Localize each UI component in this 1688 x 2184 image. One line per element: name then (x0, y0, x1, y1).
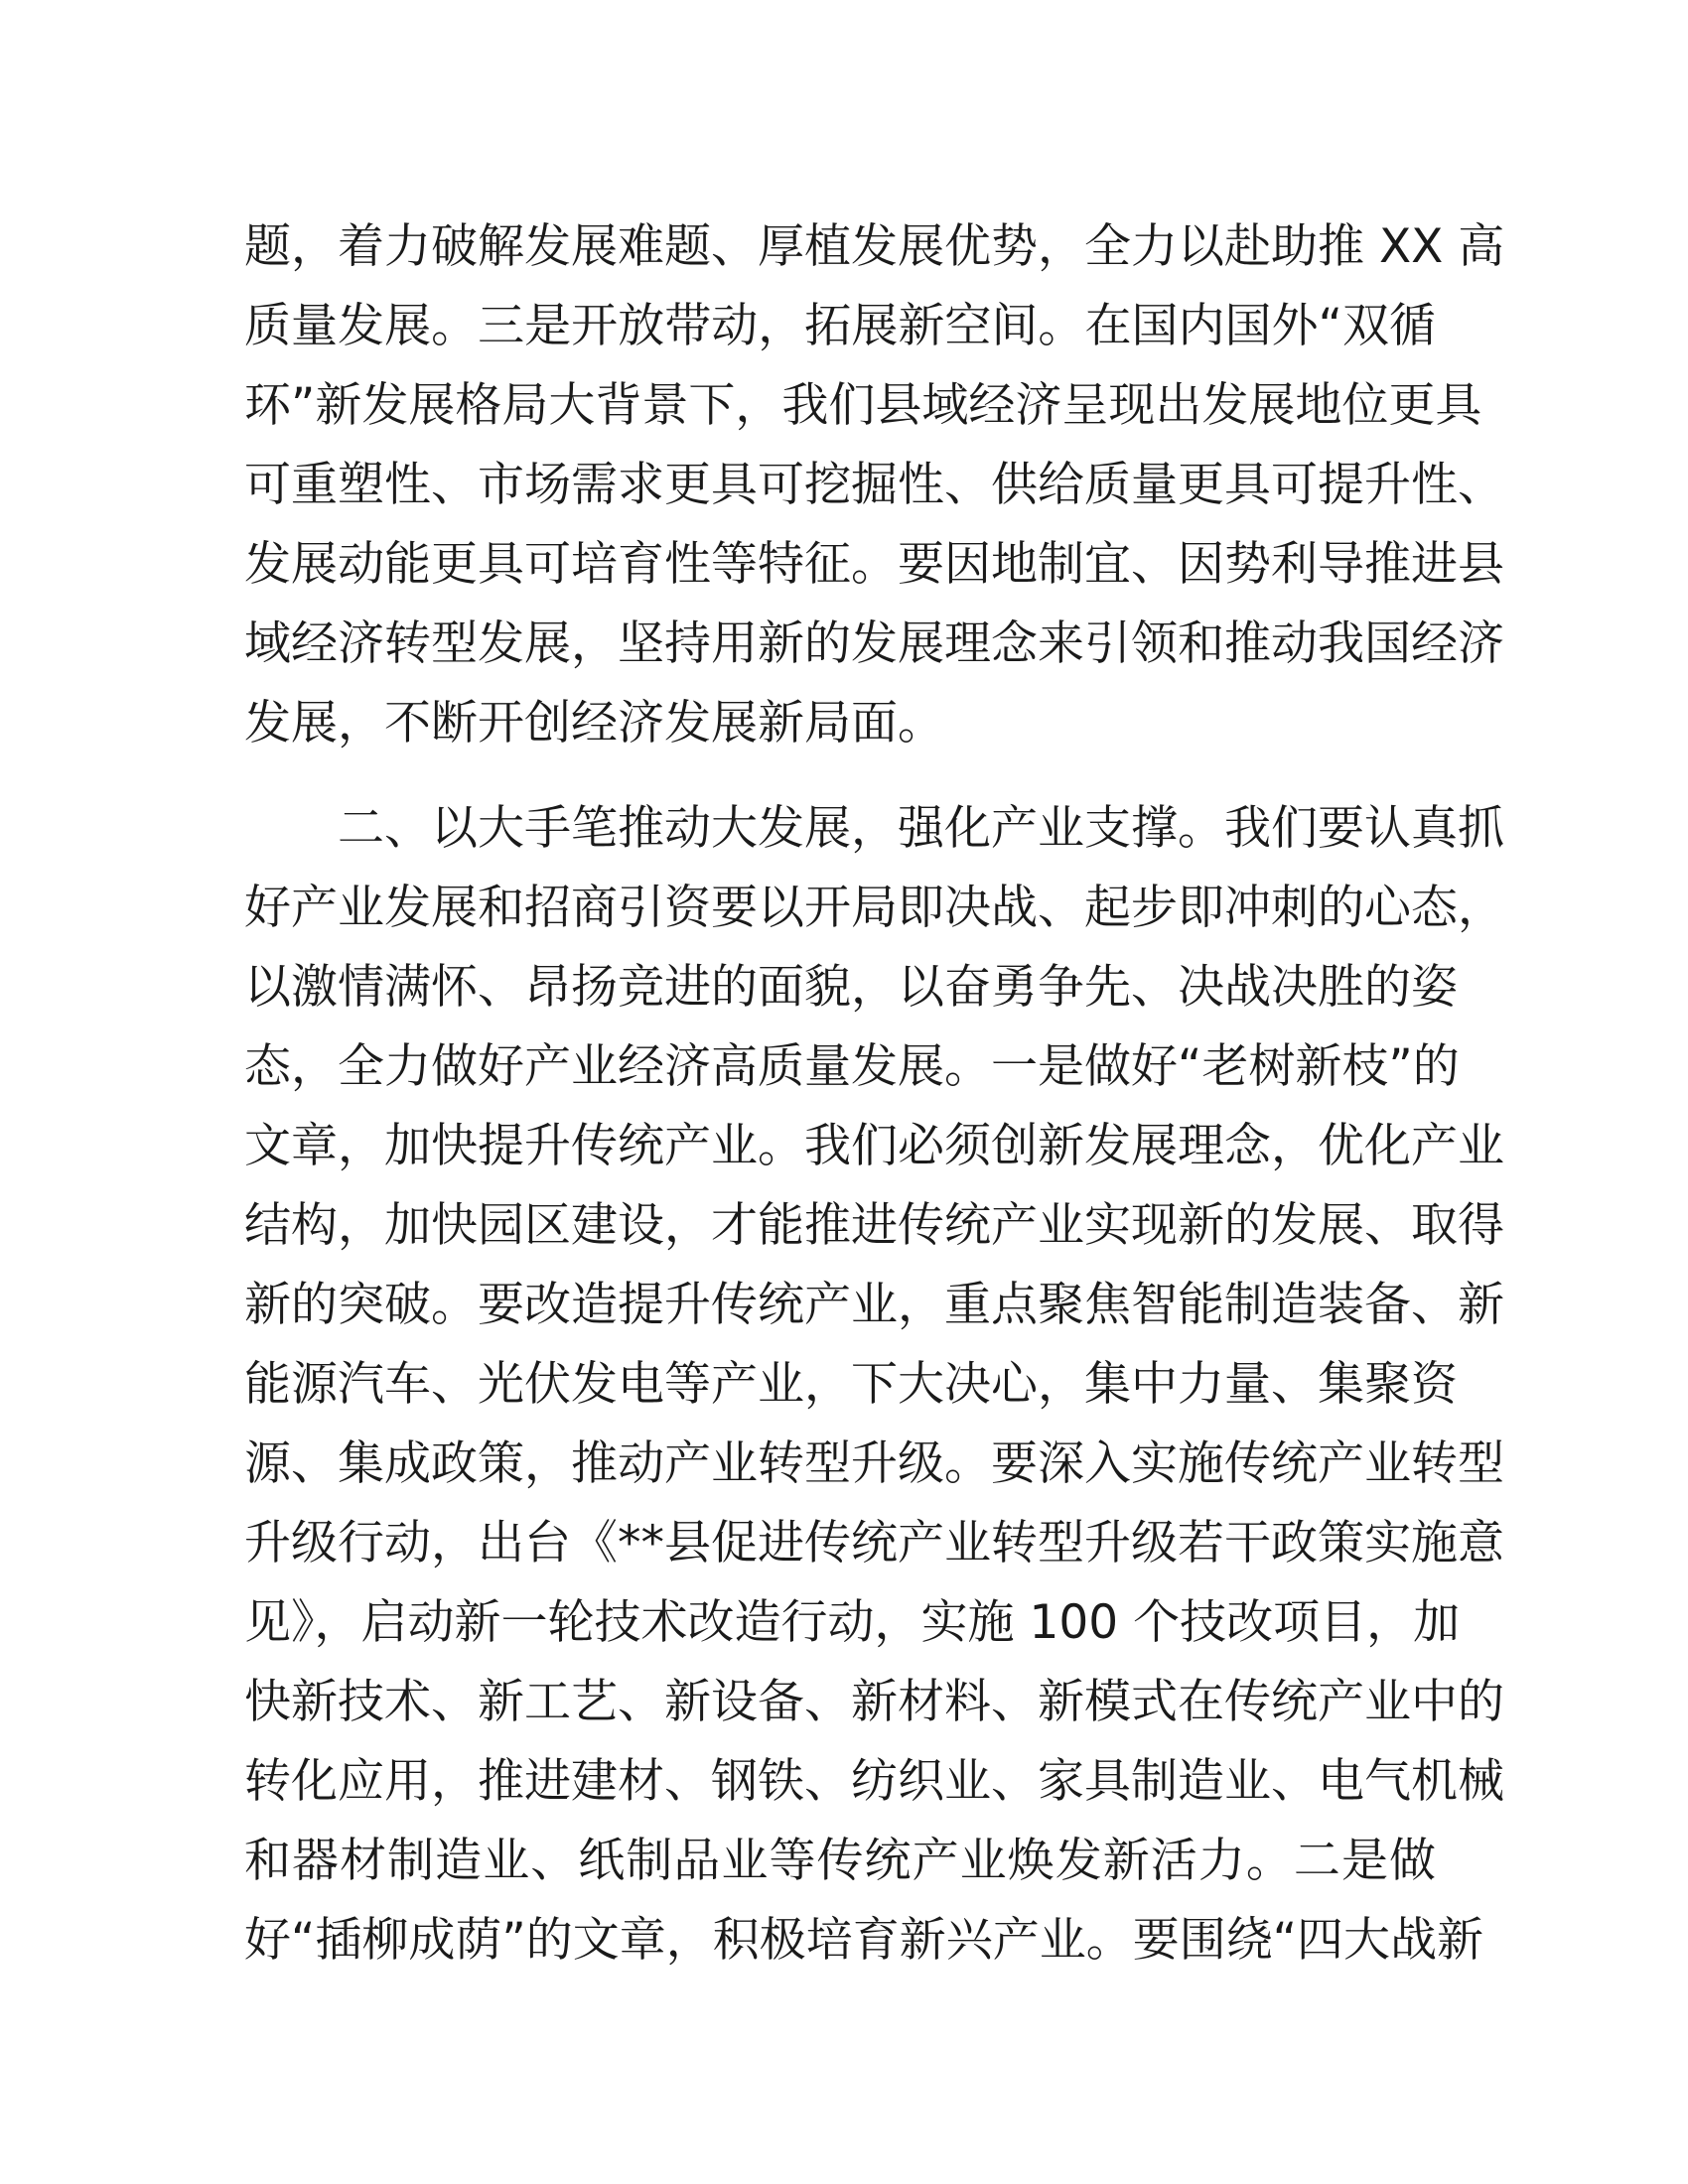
text-line: 好“插柳成荫”的文章，积极培育新兴产业。要围绕“四大战新 (244, 1913, 1484, 1968)
text-line: 新的突破。要改造提升传统产业，重点聚焦智能制造装备、新 (244, 1278, 1504, 1332)
text-line: 转化应用，推进建材、钢铁、纺织业、家具制造业、电气机械 (244, 1754, 1504, 1809)
paragraph-2 (244, 792, 1504, 1983)
text-line: 见》，启动新一轮技术改造行动，实施 100 个技改项目，加 (244, 1595, 1461, 1650)
text-line: 能源汽车、光伏发电等产业，下大决心，集中力量、集聚资 (244, 1357, 1458, 1412)
text-line: 源、集成政策，推动产业转型升级。要深入实施传统产业转型 (244, 1436, 1504, 1491)
text-line: 题，着力破解发展难题、厚植发展优势，全力以赴助推 XX 高 (244, 219, 1505, 274)
text-line: 环”新发展格局大背景下，我们县域经济呈现出发展地位更具 (244, 378, 1482, 433)
text-line: 结构，加快园区建设，才能推进传统产业实现新的发展、取得 (244, 1198, 1504, 1253)
text-line: 发展动能更具可培育性等特征。要因地制宜、因势利导推进县 (244, 537, 1504, 592)
text-line: 和器材制造业、纸制品业等传统产业焕发新活力。二是做 (244, 1834, 1436, 1888)
paragraph-spacer (244, 766, 1436, 792)
text-line: 质量发展。三是开放带动，拓展新空间。在国内国外“双循 (244, 299, 1436, 353)
document-body (244, 210, 1505, 1983)
text-line: 域经济转型发展，坚持用新的发展理念来引领和推动我国经济 (244, 616, 1504, 671)
text-line: 以激情满怀、昂扬竞进的面貌，以奋勇争先、决战决胜的姿 (244, 960, 1458, 1015)
paragraph-1 (244, 210, 1505, 766)
text-line: 快新技术、新工艺、新设备、新材料、新模式在传统产业中的 (244, 1675, 1504, 1729)
text-line: 可重塑性、市场需求更具可挖掘性、供给质量更具可提升性、 (244, 458, 1504, 512)
text-line: 升级行动，出台《**县促进传统产业转型升级若干政策实施意 (244, 1516, 1504, 1570)
text-line: 二、以大手笔推动大发展，强化产业支撑。我们要认真抓 (338, 801, 1504, 856)
text-line: 发展，不断开创经济发展新局面。 (244, 696, 944, 751)
text-line: 态，全力做好产业经济高质量发展。一是做好“老树新枝”的 (244, 1039, 1460, 1094)
text-line: 好产业发展和招商引资要以开局即决战、起步即冲刺的心态， (244, 881, 1504, 935)
text-line: 文章，加快提升传统产业。我们必须创新发展理念，优化产业 (244, 1119, 1504, 1173)
